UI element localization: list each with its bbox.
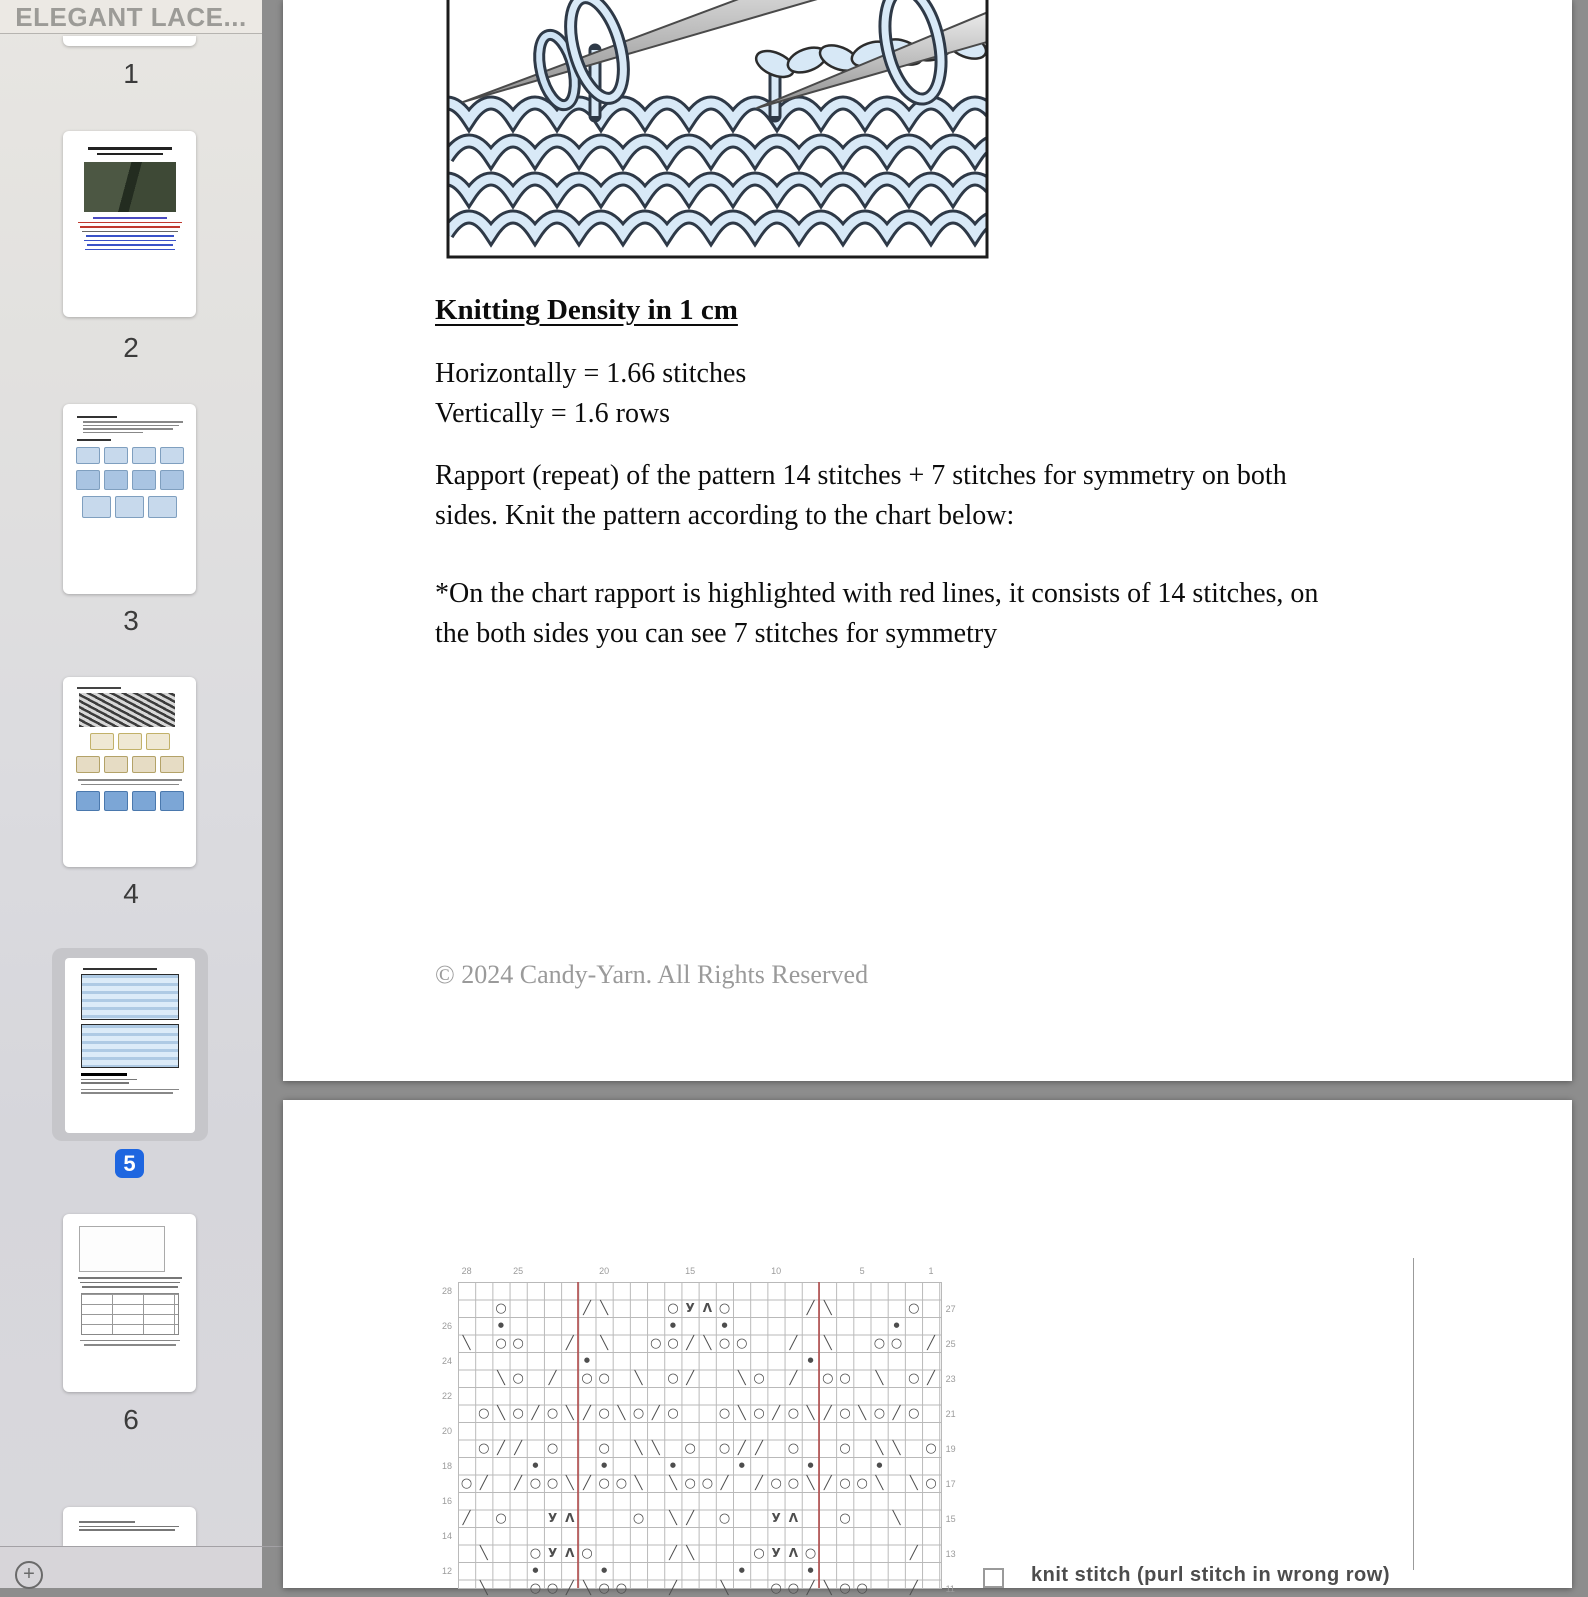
thumbnail-sketch (78, 779, 182, 781)
chart-symbol: ╲ (854, 1405, 871, 1423)
chart-symbol: ● (733, 1562, 750, 1580)
chart-symbol: ○ (647, 1335, 664, 1353)
thumbnail-sketch (93, 217, 167, 219)
document-title: ELEGANT LACE... (0, 0, 262, 34)
chart-symbol: ○ (596, 1370, 613, 1388)
chart-symbol: ╱ (561, 1335, 578, 1353)
chart-symbol: ╱ (716, 1475, 733, 1493)
chart-symbol: ○ (871, 1335, 888, 1353)
thumbnail-page-1[interactable] (63, 36, 196, 46)
thumbnail-sketch-swatches (63, 791, 196, 811)
chart-symbol: ╲ (561, 1405, 578, 1423)
chart-symbol: Λ (561, 1510, 578, 1528)
page-4-label: 4 (0, 878, 262, 910)
chart-symbol: ╱ (544, 1370, 561, 1388)
chart-symbol: ○ (510, 1405, 527, 1423)
chart-symbol: ○ (905, 1370, 922, 1388)
sidebar-title-bar (0, 0, 262, 34)
chart-symbol: ○ (854, 1580, 871, 1597)
thumbnail-sketch (77, 416, 117, 418)
thumbnail-sketch-swatches (63, 470, 196, 490)
chart-symbol: У (682, 1300, 699, 1318)
chart-symbol: ╱ (664, 1580, 681, 1597)
paragraph-line: the both sides you can see 7 stitches for symmetry (435, 614, 1318, 654)
paragraph-line: Rapport (repeat) of the pattern 14 stitches + 7 stitches for symmetry on both (435, 456, 1287, 496)
chart-symbol: ○ (613, 1580, 630, 1597)
chart-symbol: ○ (716, 1405, 733, 1423)
chart-symbol: ○ (768, 1580, 785, 1597)
chart-symbol: ╱ (905, 1545, 922, 1563)
chart-axis-label: 23 (946, 1373, 970, 1385)
purl-stitch-illustration (445, 0, 990, 262)
chart-axis-label: 15 (946, 1513, 970, 1525)
chart-symbol: ╱ (750, 1475, 767, 1493)
page-3-label: 3 (0, 605, 262, 637)
sidebar-divider (0, 1546, 283, 1547)
chart-symbol: ○ (544, 1405, 561, 1423)
thumbnail-sketch-swatches (63, 447, 196, 464)
chart-symbol: ○ (871, 1405, 888, 1423)
thumbnail-sketch (83, 968, 157, 970)
chart-symbol: ○ (492, 1300, 509, 1318)
chart-symbol: ○ (682, 1475, 699, 1493)
chart-symbol: ○ (785, 1405, 802, 1423)
chart-symbol: ╲ (492, 1405, 509, 1423)
chart-axis-label: 28 (455, 1265, 479, 1277)
chart-symbol: ╱ (578, 1405, 595, 1423)
chart-axis-label: 13 (946, 1548, 970, 1560)
chart-axis-label: 17 (946, 1478, 970, 1490)
thumbnail-sketch (77, 687, 121, 689)
chart-symbol: ╱ (785, 1335, 802, 1353)
chart-symbol: ╲ (458, 1335, 475, 1353)
thumbnail-page-7[interactable] (63, 1507, 196, 1546)
chart-symbol: ╲ (492, 1370, 509, 1388)
chart-symbol: ╲ (596, 1300, 613, 1318)
page6-vertical-line (1413, 1258, 1414, 1570)
chart-symbol: ╱ (750, 1440, 767, 1458)
chart-symbol: ╱ (922, 1370, 939, 1388)
chart-symbol: Λ (561, 1545, 578, 1563)
chart-symbol: ○ (836, 1370, 853, 1388)
chart-symbol: ○ (802, 1545, 819, 1563)
chart-symbol: ╱ (888, 1405, 905, 1423)
thumbnail-sketch (84, 1344, 176, 1346)
thumbnail-sketch (87, 244, 173, 246)
chart-symbol: ○ (922, 1440, 939, 1458)
chart-symbol: Λ (699, 1300, 716, 1318)
legend-knit-stitch-label: knit stitch (purl stitch in wrong row) (1031, 1564, 1390, 1587)
density-horizontal: Horizontally = 1.66 stitches (435, 354, 746, 394)
chart-symbol: ○ (664, 1370, 681, 1388)
thumbnail-sketch (81, 784, 179, 786)
thumbnail-sketch (85, 249, 175, 251)
chart-symbol: ○ (682, 1440, 699, 1458)
thumbnail-page-4[interactable] (63, 677, 196, 867)
chart-symbol: ○ (544, 1580, 561, 1597)
chart-symbol: ○ (492, 1335, 509, 1353)
chart-symbol: ○ (578, 1545, 595, 1563)
chart-symbol: ○ (596, 1440, 613, 1458)
paragraph-line: sides. Knit the pattern according to the chart below: (435, 496, 1287, 536)
chart-symbol: ╲ (802, 1475, 819, 1493)
chart-symbol: ○ (733, 1335, 750, 1353)
chart-symbol: ○ (544, 1440, 561, 1458)
chart-symbol: ○ (527, 1580, 544, 1597)
chart-symbol: ○ (819, 1370, 836, 1388)
chart-symbol: ○ (475, 1405, 492, 1423)
chart-symbol: ● (578, 1352, 595, 1370)
thumbnail-sketch (79, 1529, 175, 1531)
chart-axis-label: 19 (946, 1443, 970, 1455)
rapport-red-line (818, 1282, 820, 1588)
thumbnail-sketch (81, 1079, 137, 1081)
chart-symbol: ╱ (578, 1475, 595, 1493)
selected-page-badge: 5 (115, 1149, 144, 1178)
thumbnail-sketch-illustration (81, 1024, 179, 1068)
chart-symbol: ╱ (819, 1405, 836, 1423)
chart-symbol: У (768, 1545, 785, 1563)
thumbnail-sketch (81, 1089, 179, 1091)
chart-axis-label: 18 (428, 1460, 452, 1472)
chart-axis-label: 25 (506, 1265, 530, 1277)
chart-symbol: ○ (527, 1545, 544, 1563)
thumbnail-sketch-table (81, 1293, 179, 1335)
thumbnail-sketch (80, 1282, 180, 1284)
chart-symbol: ╲ (630, 1370, 647, 1388)
chart-symbol: ● (492, 1317, 509, 1335)
chart-symbol: ○ (836, 1405, 853, 1423)
thumbnail-sketch (83, 428, 173, 430)
chart-symbol: ○ (836, 1580, 853, 1597)
thumbnail-sketch (83, 421, 183, 423)
thumbnail-sidebar[interactable] (0, 0, 262, 1588)
chart-symbol: ╱ (510, 1475, 527, 1493)
chart-symbol: ○ (750, 1370, 767, 1388)
chart-symbol: ○ (596, 1405, 613, 1423)
chart-symbol: ╲ (733, 1405, 750, 1423)
page-1-label: 1 (0, 58, 262, 90)
chart-symbol: ╲ (613, 1405, 630, 1423)
chart-symbol: ╱ (733, 1440, 750, 1458)
thumbnail-sketch (82, 1286, 178, 1288)
chart-symbol: ╲ (888, 1510, 905, 1528)
chart-symbol: ╲ (819, 1580, 836, 1597)
chart-axis-label: 16 (428, 1495, 452, 1507)
chart-symbol: ○ (922, 1475, 939, 1493)
chart-symbol: ╲ (819, 1300, 836, 1318)
chart-symbol: ○ (888, 1335, 905, 1353)
chart-symbol: ╱ (527, 1405, 544, 1423)
chart-symbol: ╲ (682, 1545, 699, 1563)
chart-symbol: ○ (630, 1510, 647, 1528)
chart-symbol: ○ (716, 1335, 733, 1353)
chart-symbol: ○ (905, 1405, 922, 1423)
chart-symbol: ╲ (871, 1440, 888, 1458)
chart-symbol: ○ (785, 1580, 802, 1597)
paragraph-line: *On the chart rapport is highlighted with red lines, it consists of 14 stitches, on (435, 574, 1318, 614)
chart-symbol: ● (527, 1457, 544, 1475)
chart-axis-label: 20 (592, 1265, 616, 1277)
chart-symbol: ╲ (819, 1335, 836, 1353)
chart-symbol: ╱ (802, 1300, 819, 1318)
chart-symbol: ╲ (871, 1475, 888, 1493)
chart-symbol: ╲ (630, 1475, 647, 1493)
chart-symbol: ○ (905, 1300, 922, 1318)
page-2-label: 2 (0, 332, 262, 364)
chart-symbol: ○ (716, 1300, 733, 1318)
thumbnail-sketch (80, 226, 180, 228)
chart-symbol: ● (733, 1457, 750, 1475)
chart-axis-label: 5 (850, 1265, 874, 1277)
chart-axis-label: 21 (946, 1408, 970, 1420)
chart-symbol: ● (596, 1562, 613, 1580)
chart-axis-label: 22 (428, 1390, 452, 1402)
chart-note-paragraph (435, 574, 1318, 654)
chart-symbol: У (768, 1510, 785, 1528)
chart-symbol: ╱ (510, 1440, 527, 1458)
thumbnail-sketch (81, 1092, 173, 1094)
chart-symbol: ╱ (578, 1300, 595, 1318)
thumbnail-sketch (81, 1073, 127, 1076)
page-heading: Knitting Density in 1 cm (435, 294, 738, 327)
thumbnail-sketch-dark-diagram (79, 693, 175, 727)
chart-symbol: ○ (458, 1475, 475, 1493)
chart-symbol: ○ (578, 1370, 595, 1388)
chart-symbol: ╲ (561, 1475, 578, 1493)
thumbnail-sketch-swatches (63, 756, 196, 773)
chart-axis-label: 10 (764, 1265, 788, 1277)
chart-symbol: ○ (836, 1440, 853, 1458)
chart-symbol: ○ (716, 1510, 733, 1528)
chart-symbol: ● (802, 1562, 819, 1580)
chart-axis-label: 25 (946, 1338, 970, 1350)
chart-symbol: ╲ (664, 1510, 681, 1528)
chart-symbol: ● (527, 1562, 544, 1580)
chart-symbol: ╱ (682, 1335, 699, 1353)
thumbnail-page-2[interactable] (63, 131, 196, 317)
chart-symbol: ○ (510, 1370, 527, 1388)
chart-symbol: ╱ (664, 1545, 681, 1563)
chart-symbol: ○ (836, 1510, 853, 1528)
thumbnail-sketch (84, 240, 176, 242)
chart-symbol: ╱ (785, 1370, 802, 1388)
chart-symbol: ╱ (905, 1580, 922, 1597)
chart-symbol: У (544, 1545, 561, 1563)
chart-symbol: ╲ (596, 1335, 613, 1353)
chart-symbol: ● (664, 1317, 681, 1335)
chart-symbol: ○ (854, 1475, 871, 1493)
chart-symbol: ● (716, 1317, 733, 1335)
thumbnail-sketch (79, 1526, 179, 1528)
chart-symbol: У (544, 1510, 561, 1528)
thumbnail-sketch-illustration (81, 974, 179, 1020)
chart-axis-label: 12 (428, 1565, 452, 1577)
thumbnail-sketch (78, 222, 182, 224)
thumbnail-sketch (88, 147, 172, 150)
thumbnail-sketch (77, 439, 111, 441)
thumbnail-sketch (83, 425, 179, 427)
thumbnail-sketch-photo (84, 162, 176, 212)
thumbnail-sketch (81, 1082, 129, 1084)
chart-axis-label: 28 (428, 1285, 452, 1297)
chart-symbol: ○ (785, 1475, 802, 1493)
knitting-chart (458, 1282, 942, 1589)
chart-axis-label: 24 (428, 1355, 452, 1367)
chart-axis-label: 27 (946, 1303, 970, 1315)
thumbnail-sketch (97, 153, 163, 156)
chart-symbol: ○ (699, 1475, 716, 1493)
chart-symbol: ○ (510, 1335, 527, 1353)
chart-symbol: ╲ (475, 1580, 492, 1597)
chart-axis-label: 11 (946, 1583, 970, 1595)
chart-symbol: ╱ (802, 1580, 819, 1597)
chart-symbol: ╲ (716, 1580, 733, 1597)
chart-symbol: ○ (613, 1475, 630, 1493)
chart-symbol: ● (664, 1457, 681, 1475)
chart-symbol: ● (802, 1352, 819, 1370)
thumbnail-sketch (82, 231, 178, 233)
thumbnail-sketch (78, 1277, 182, 1279)
chart-symbol: ╲ (475, 1545, 492, 1563)
chart-symbol: ● (871, 1457, 888, 1475)
thumbnail-page-5[interactable] (65, 958, 195, 1133)
chart-symbol: ╲ (664, 1475, 681, 1493)
chart-symbol: ○ (596, 1580, 613, 1597)
chart-symbol: ○ (664, 1300, 681, 1318)
chart-symbol: ○ (596, 1475, 613, 1493)
page-6-label: 6 (0, 1404, 262, 1436)
chart-symbol: ╲ (699, 1335, 716, 1353)
chart-symbol: ╲ (733, 1370, 750, 1388)
chart-symbol: ● (888, 1317, 905, 1335)
chart-symbol: ○ (836, 1475, 853, 1493)
rapport-red-line (577, 1282, 579, 1588)
chart-symbol: ○ (768, 1475, 785, 1493)
chart-symbol: ● (802, 1457, 819, 1475)
chart-axis-label: 15 (678, 1265, 702, 1277)
chart-symbol: ╲ (578, 1580, 595, 1597)
chart-symbol: ╲ (888, 1440, 905, 1458)
chart-symbol: ○ (475, 1440, 492, 1458)
page-6 (283, 1100, 1572, 1588)
chart-symbol: ╲ (647, 1440, 664, 1458)
chart-symbol: ╱ (682, 1370, 699, 1388)
chart-axis-label: 20 (428, 1425, 452, 1437)
chart-symbol: ╱ (922, 1335, 939, 1353)
legend-knit-stitch-swatch (983, 1568, 1004, 1588)
chart-symbol: ╱ (647, 1405, 664, 1423)
chart-symbol: Λ (785, 1510, 802, 1528)
chart-symbol: ╲ (871, 1370, 888, 1388)
page-5 (283, 0, 1572, 1081)
chart-symbol: ○ (664, 1405, 681, 1423)
rapport-paragraph (435, 456, 1287, 536)
chart-symbol: ╱ (458, 1510, 475, 1528)
thumbnail-page-3[interactable] (63, 404, 196, 594)
chart-symbol: ╲ (630, 1440, 647, 1458)
chart-symbol: ○ (544, 1475, 561, 1493)
thumbnail-sketch-chart (79, 1226, 165, 1272)
density-lines (435, 354, 746, 434)
thumbnail-sketch-swatches (63, 733, 196, 750)
chart-symbol: ╲ (905, 1475, 922, 1493)
plus-icon[interactable]: + (15, 1561, 43, 1589)
chart-axis-label: 1 (919, 1265, 943, 1277)
chart-symbol: Λ (785, 1545, 802, 1563)
chart-symbol: ○ (785, 1440, 802, 1458)
thumbnail-sketch (80, 1340, 180, 1342)
chart-symbol: ╱ (492, 1440, 509, 1458)
chart-symbol: ● (596, 1457, 613, 1475)
thumbnail-sketch (79, 1521, 135, 1523)
thumbnail-sketch (86, 235, 174, 237)
chart-symbol: ╱ (475, 1475, 492, 1493)
chart-symbol: ○ (750, 1405, 767, 1423)
thumbnail-page-6[interactable] (63, 1214, 196, 1392)
chart-symbol: ╲ (802, 1405, 819, 1423)
copyright-text: © 2024 Candy-Yarn. All Rights Reserved (435, 960, 868, 990)
chart-symbol: ╱ (561, 1580, 578, 1597)
thumbnail-sketch-swatches (63, 496, 196, 518)
chart-symbol: ╱ (768, 1405, 785, 1423)
chart-symbol: ╱ (682, 1510, 699, 1528)
chart-axis-label: 26 (428, 1320, 452, 1332)
density-vertical: Vertically = 1.6 rows (435, 394, 746, 434)
chart-symbol: ○ (750, 1545, 767, 1563)
chart-symbol: ○ (492, 1510, 509, 1528)
chart-symbol: ○ (527, 1475, 544, 1493)
chart-symbol: ○ (664, 1335, 681, 1353)
chart-axis-label: 14 (428, 1530, 452, 1542)
chart-symbol: ○ (716, 1440, 733, 1458)
chart-symbol: ○ (630, 1405, 647, 1423)
chart-symbol: ╱ (819, 1475, 836, 1493)
thumbnail-sketch (83, 432, 143, 434)
